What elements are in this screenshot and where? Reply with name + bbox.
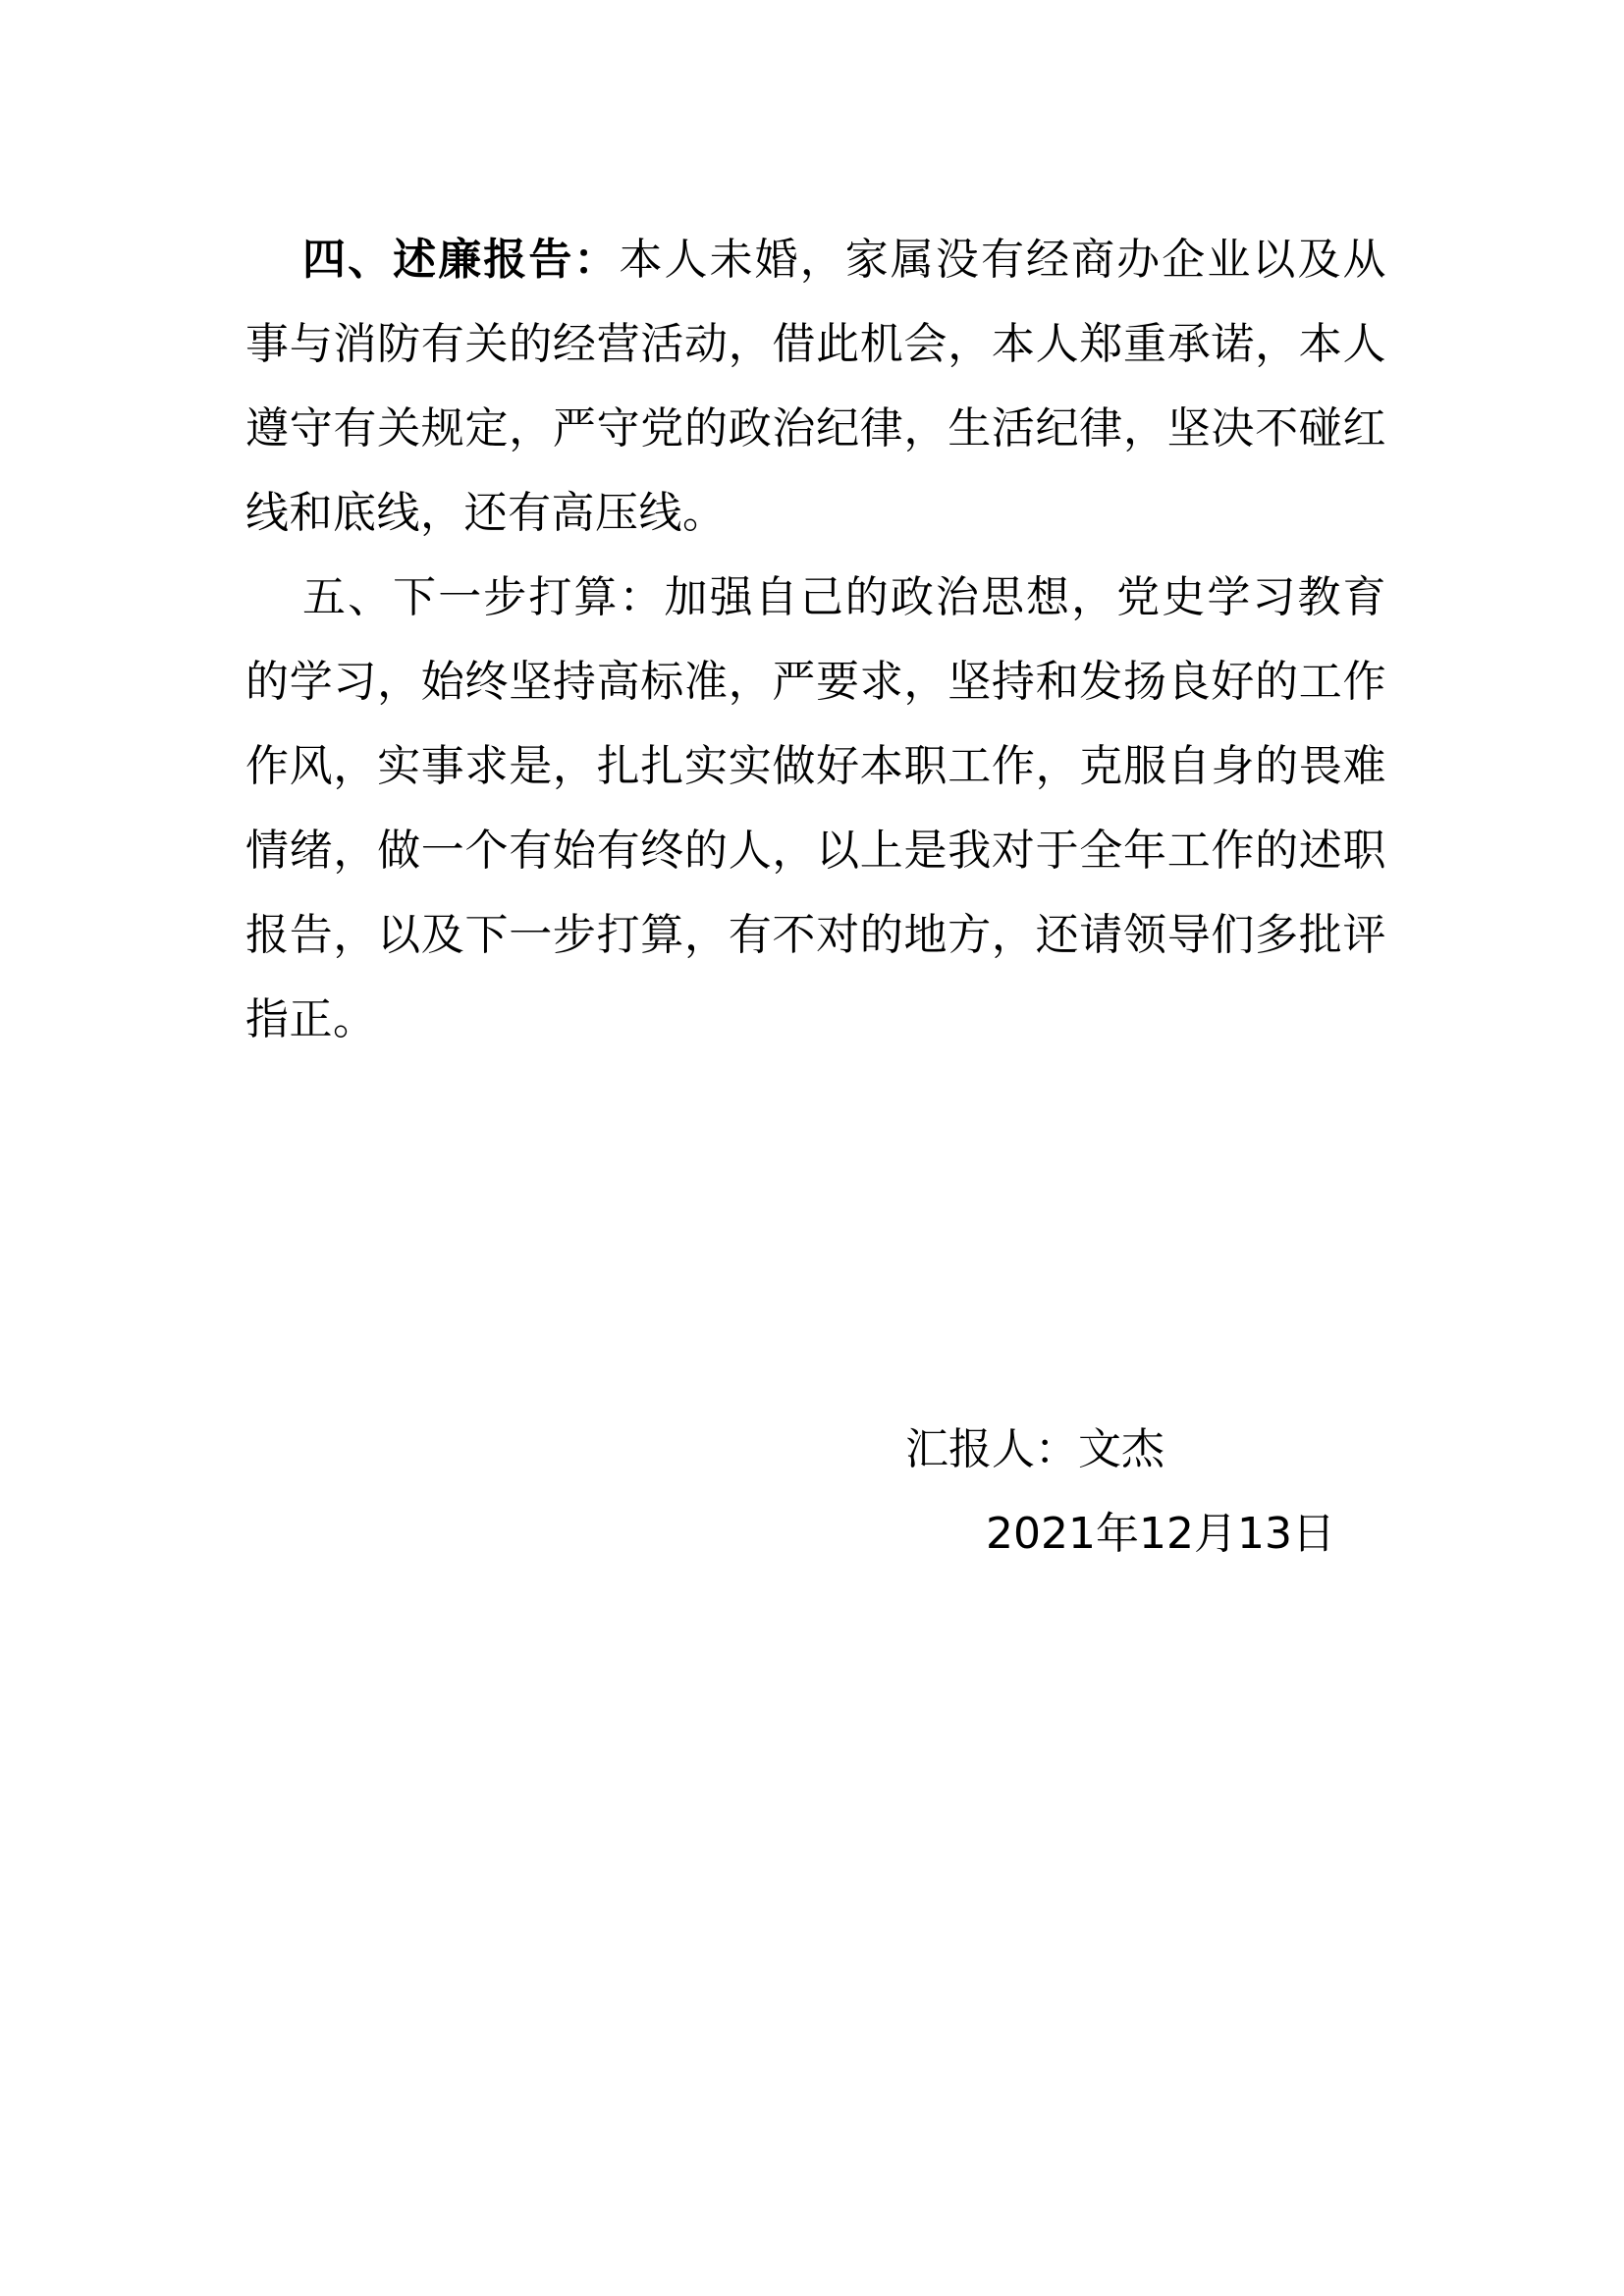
section-integrity-report	[245, 218, 1386, 556]
reporter-signature: 汇报人：文杰	[905, 1424, 1164, 1474]
section-next-steps-text: 加强自己的政治思想，党史学习教育的学习，始终坚持高标准，严要求，坚持和发扬良好的工作作风，实事求是，扎扎实实做好本职工作，克服自身的畏难情绪，做一个有始有终的人，以上是我对于全年工作的述职报告，以及下一步打算，有不对的地方，还请领导们多批评指正。	[245, 572, 1387, 1044]
section-next-steps	[245, 556, 1386, 1062]
document-body	[245, 218, 1386, 1062]
section-next-steps-heading: 五、下一步打算：	[302, 572, 665, 622]
section-integrity-heading: 四、述廉报告：	[302, 235, 620, 285]
section-integrity-text: 本人未婚，家属没有经商办企业以及从事与消防有关的经营活动，借此机会，本人郑重承诺，本人遵守有关规定，严守党的政治纪律，生活纪律，坚决不碰红线和底线，还有高压线。	[245, 235, 1387, 538]
report-date: 2021年12月13日	[986, 1509, 1335, 1559]
